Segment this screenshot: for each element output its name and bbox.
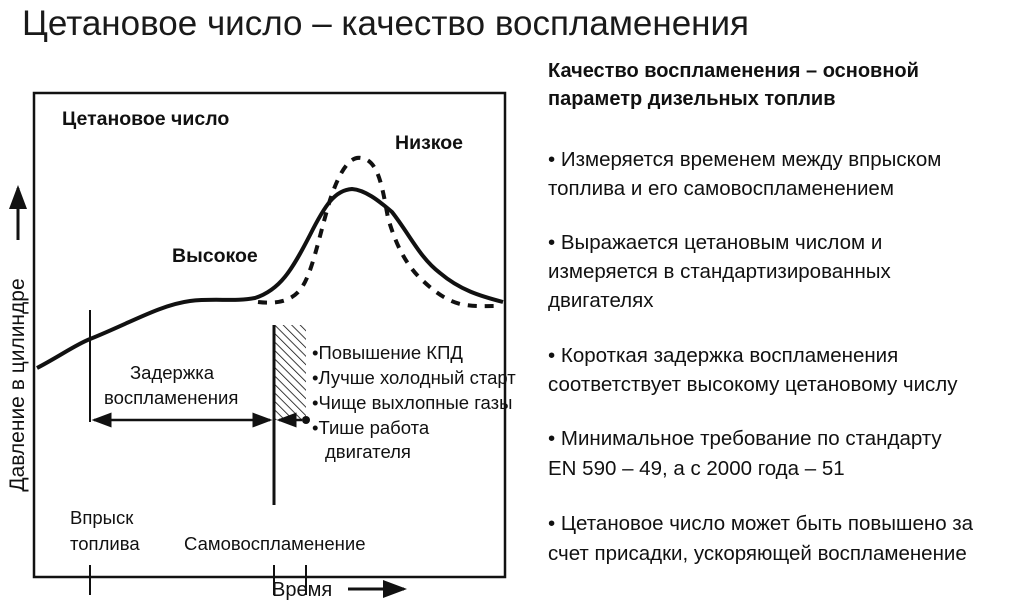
delay-label: воспламенения	[104, 387, 239, 408]
bullet-line: EN 590 – 49, а с 2000 года – 51	[548, 457, 845, 480]
autoignition-label: Самовоспламенение	[184, 533, 366, 554]
bullet-line: • Выражается цетановым числом и	[548, 231, 883, 254]
slide-title: Цетановое число – качество воспламенения	[22, 4, 749, 43]
bullet-line: счет присадки, ускоряющей воспламенение	[548, 542, 967, 565]
delay-label: Задержка	[130, 362, 214, 383]
short-delay-dot	[302, 416, 310, 424]
low-cetane-label: Низкое	[395, 132, 464, 154]
benefit-item: •Лучше холодный старт	[312, 367, 516, 388]
injection-label: Впрыск	[70, 507, 134, 528]
diagram-header: Цетановое число	[62, 108, 230, 130]
ignition-hatched-zone	[274, 325, 306, 420]
bullet-line: двигателях	[548, 289, 654, 312]
benefit-item: •Повышение КПД	[312, 342, 463, 363]
x-axis-label: Время	[272, 579, 333, 601]
y-axis-label: Давление в цилиндре	[6, 278, 29, 492]
bullet-line: • Короткая задержка воспламенения	[548, 344, 899, 367]
bullet-line: измеряется в стандартизированных	[548, 260, 891, 283]
injection-label: топлива	[70, 533, 140, 554]
benefit-item: двигателя	[325, 441, 411, 462]
benefit-item: •Чище выхлопные газы	[312, 392, 513, 413]
high-cetane-label: Высокое	[172, 245, 258, 267]
benefit-item: •Тише работа	[312, 417, 430, 438]
bullet-line: • Минимальное требование по стандарту	[548, 427, 942, 450]
right-heading: Качество воспламенения – основной	[548, 60, 919, 82]
right-heading: параметр дизельных топлив	[548, 88, 836, 110]
bullet-line: • Измеряется временем между впрыском	[548, 148, 942, 171]
low-cetane-curve	[258, 158, 497, 306]
bullet-line: • Цетановое число может быть повышено за	[548, 512, 974, 535]
bullet-line: топлива и его самовоспламенением	[548, 177, 894, 200]
bullet-line: соответствует высокому цетановому числу	[548, 373, 958, 396]
